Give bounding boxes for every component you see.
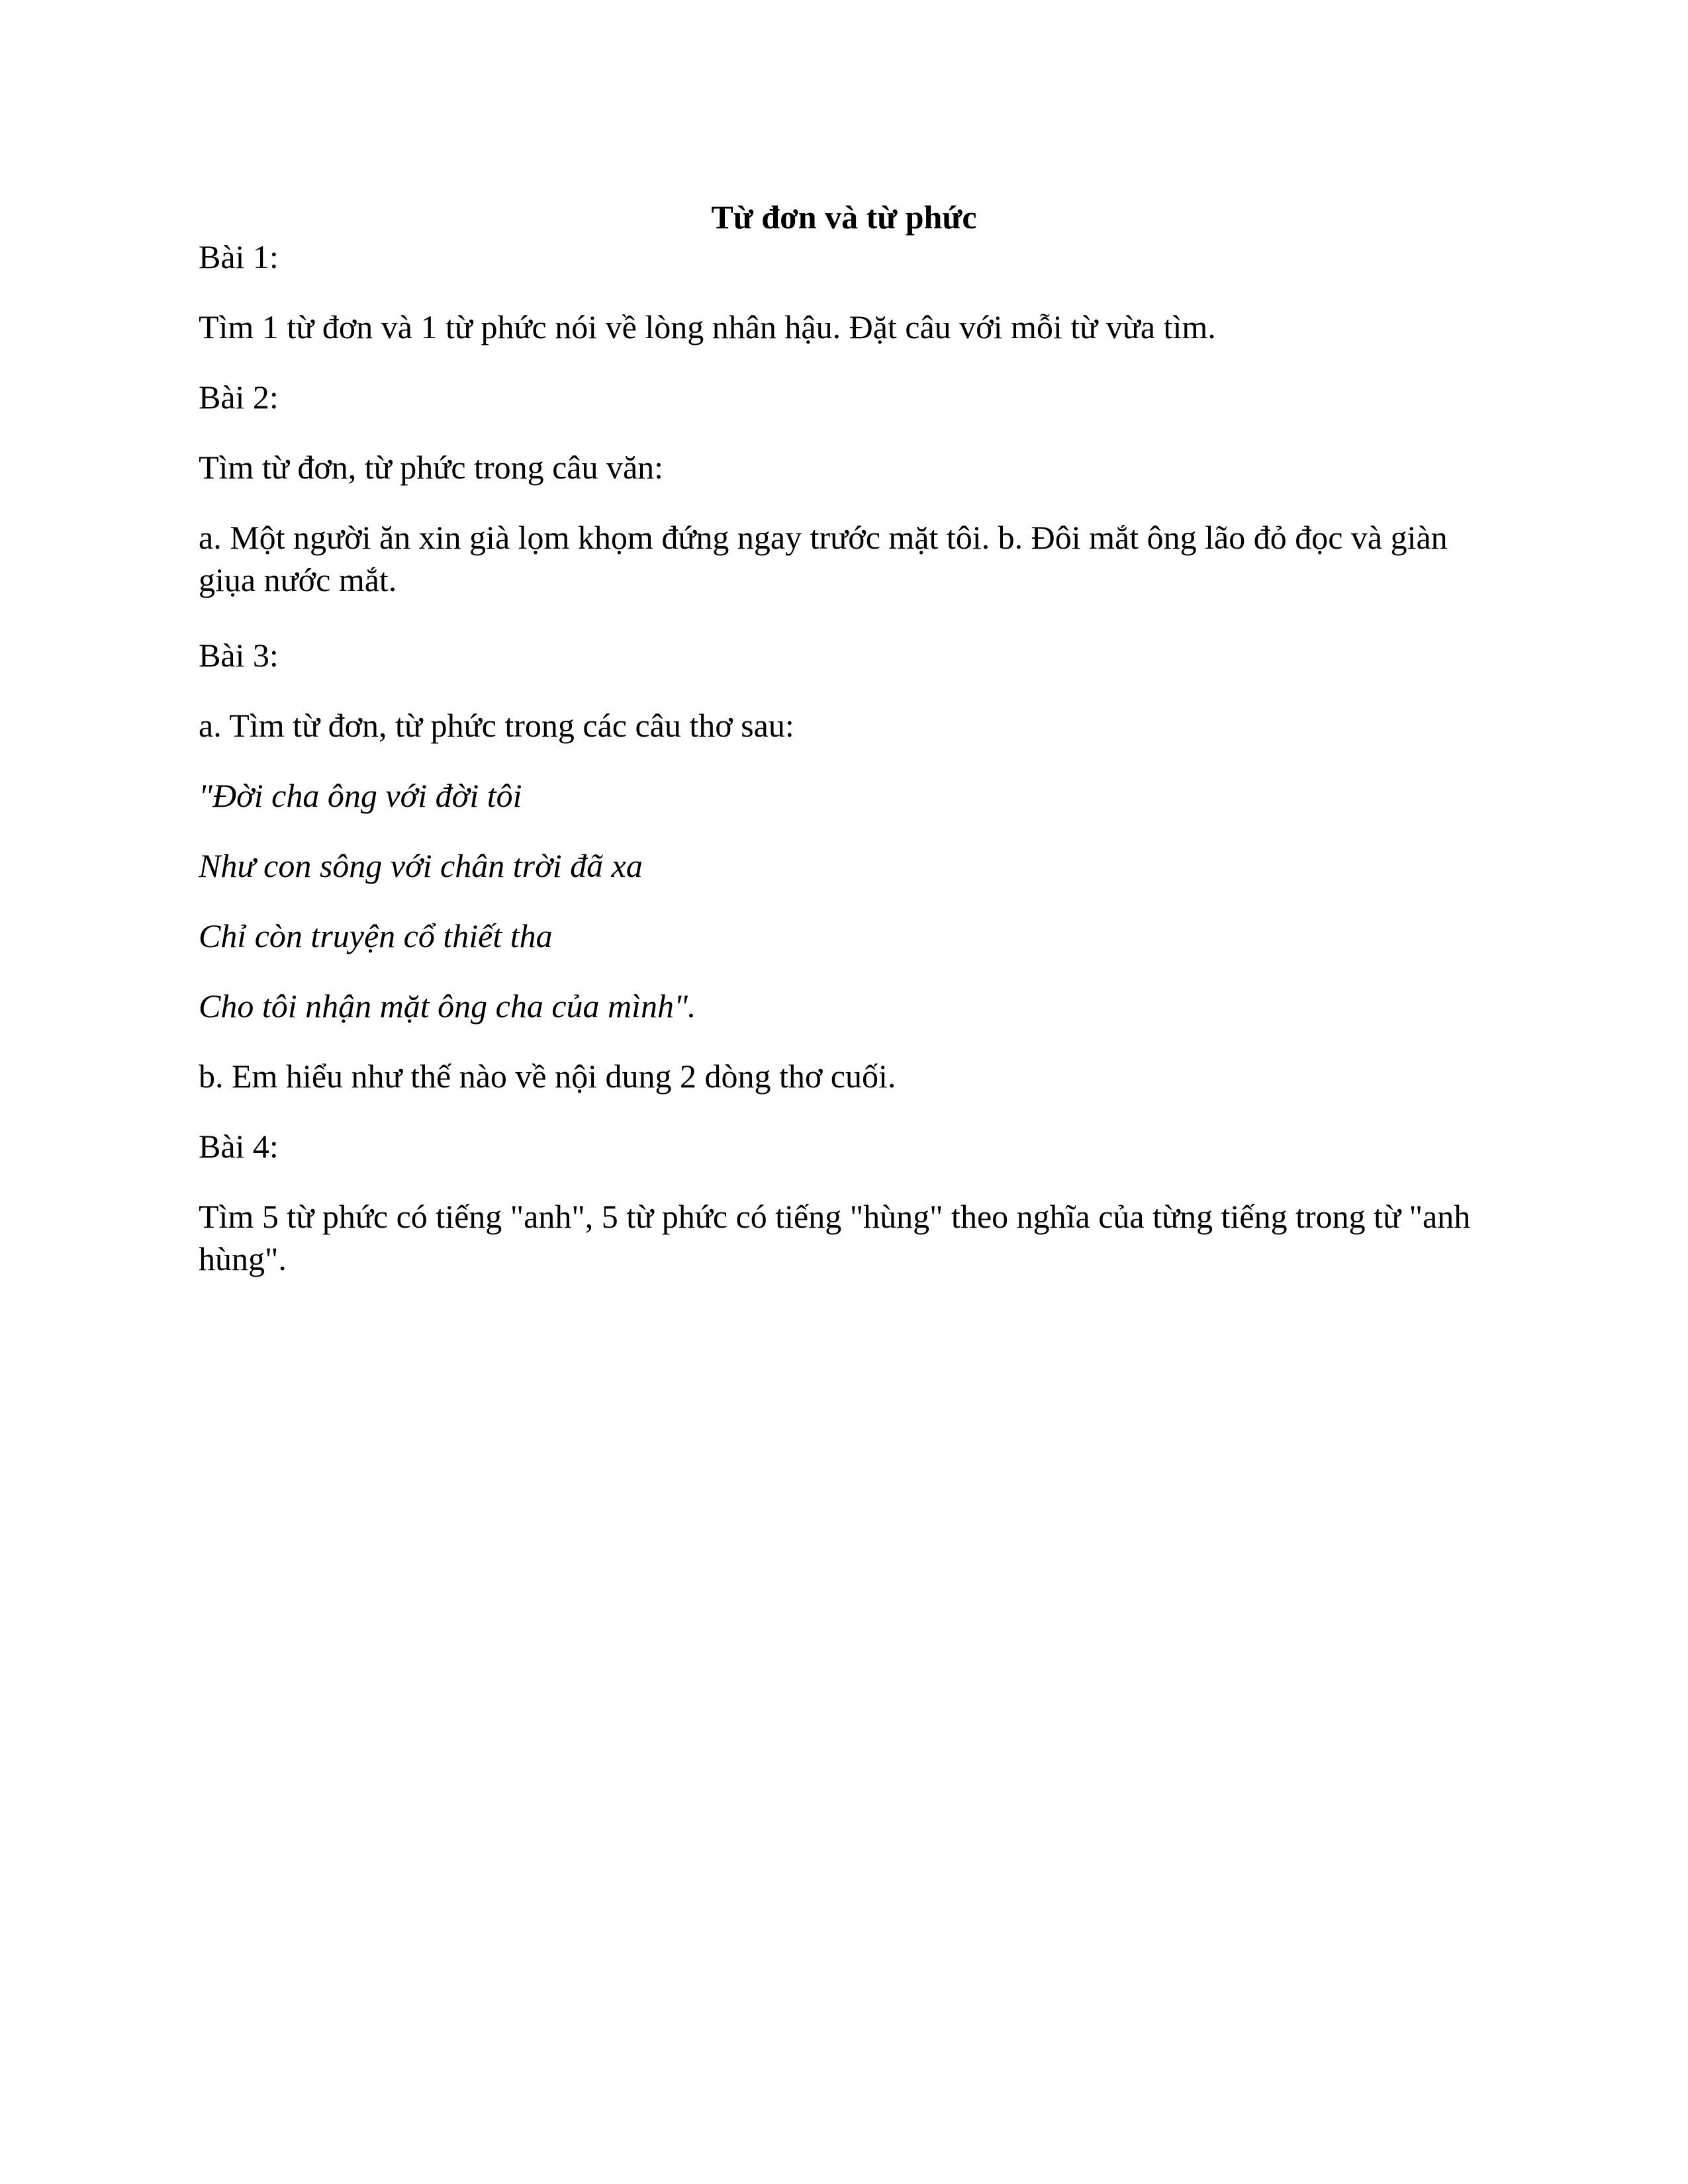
exercise-3-heading: Bài 3: <box>199 637 279 674</box>
exercise-2-text: Tìm từ đơn, từ phức trong câu văn: <box>199 449 664 486</box>
exercise-1-heading: Bài 1: <box>199 238 279 275</box>
exercise-3-text: a. Tìm từ đơn, từ phức trong các câu thơ sau: <box>199 707 794 744</box>
poem-line-3: Chỉ còn truyện cổ thiết tha <box>199 917 553 954</box>
document-title: Từ đơn và từ phức <box>711 199 977 236</box>
poem-line-1: "Đời cha ông với đời tôi <box>199 777 522 814</box>
poem-line-2: Như con sông với chân trời đã xa <box>199 847 643 884</box>
poem-line-4: Cho tôi nhận mặt ông cha của mình". <box>199 987 696 1024</box>
exercise-2-sentences: a. Một người ăn xin già lọm khọm đứng ngay trước mặt tôi. b. Đôi mắt ông lão đỏ đọc và giàn giụa nước mắt. <box>199 519 1448 598</box>
exercise-1-text: Tìm 1 từ đơn và 1 từ phức nói về lòng nhân hậu. Đặt câu với mỗi từ vừa tìm. <box>199 308 1216 345</box>
exercise-4-heading: Bài 4: <box>199 1128 279 1165</box>
exercise-4-text: Tìm 5 từ phức có tiếng "anh", 5 từ phức có tiếng "hùng" theo nghĩa của từng tiếng trong từ "anh hùng". <box>199 1198 1471 1277</box>
exercise-2-heading: Bài 2: <box>199 379 279 416</box>
exercise-3-question-b: b. Em hiểu như thế nào về nội dung 2 dòng thơ cuối. <box>199 1058 896 1095</box>
